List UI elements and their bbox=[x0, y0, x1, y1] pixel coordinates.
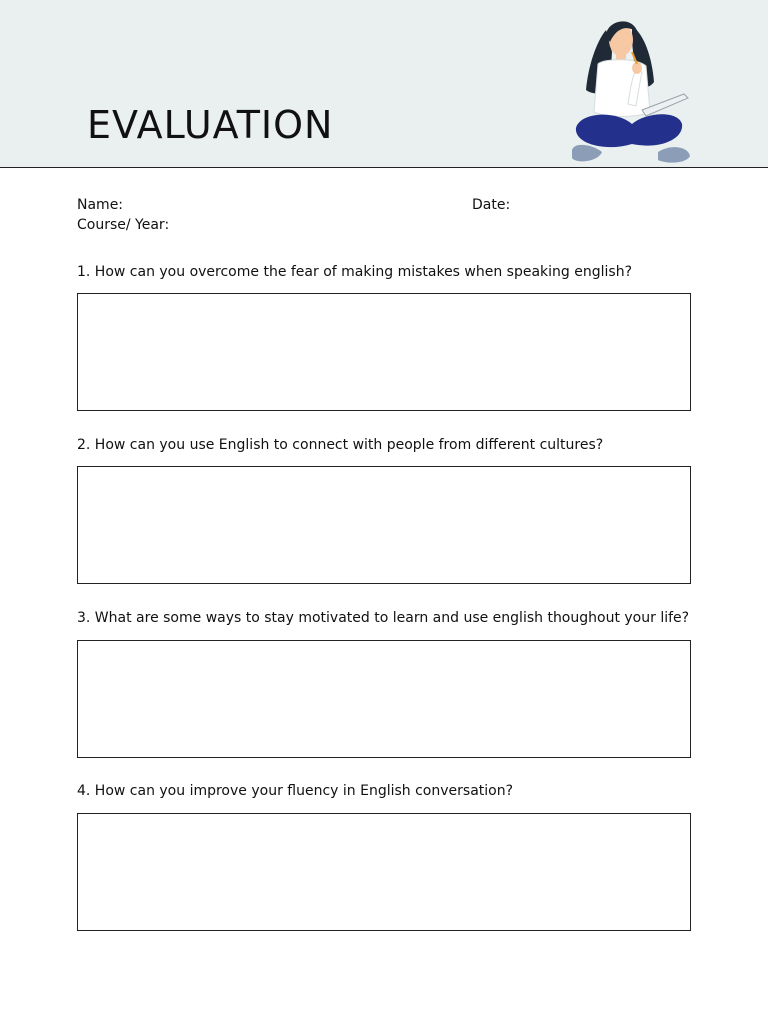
page-title: EVALUATION bbox=[87, 103, 334, 147]
name-label: Name: bbox=[77, 197, 124, 213]
question-3: 3. What are some ways to stay motivated to learn and use english thoughout your life? bbox=[77, 610, 690, 626]
woman-sitting-with-laptop-illustration bbox=[566, 12, 696, 170]
course-year-label: Course/ Year: bbox=[77, 217, 170, 233]
question-2: 2. How can you use English to connect with people from different cultures? bbox=[77, 437, 604, 453]
question-1: 1. How can you overcome the fear of making mistakes when speaking english? bbox=[77, 264, 633, 280]
answer-box-2[interactable] bbox=[77, 466, 691, 584]
date-label: Date: bbox=[472, 197, 511, 213]
answer-box-4[interactable] bbox=[77, 813, 691, 931]
header-banner bbox=[0, 0, 768, 168]
answer-box-3[interactable] bbox=[77, 640, 691, 758]
question-4: 4. How can you improve your fluency in English conversation? bbox=[77, 783, 514, 799]
answer-box-1[interactable] bbox=[77, 293, 691, 411]
